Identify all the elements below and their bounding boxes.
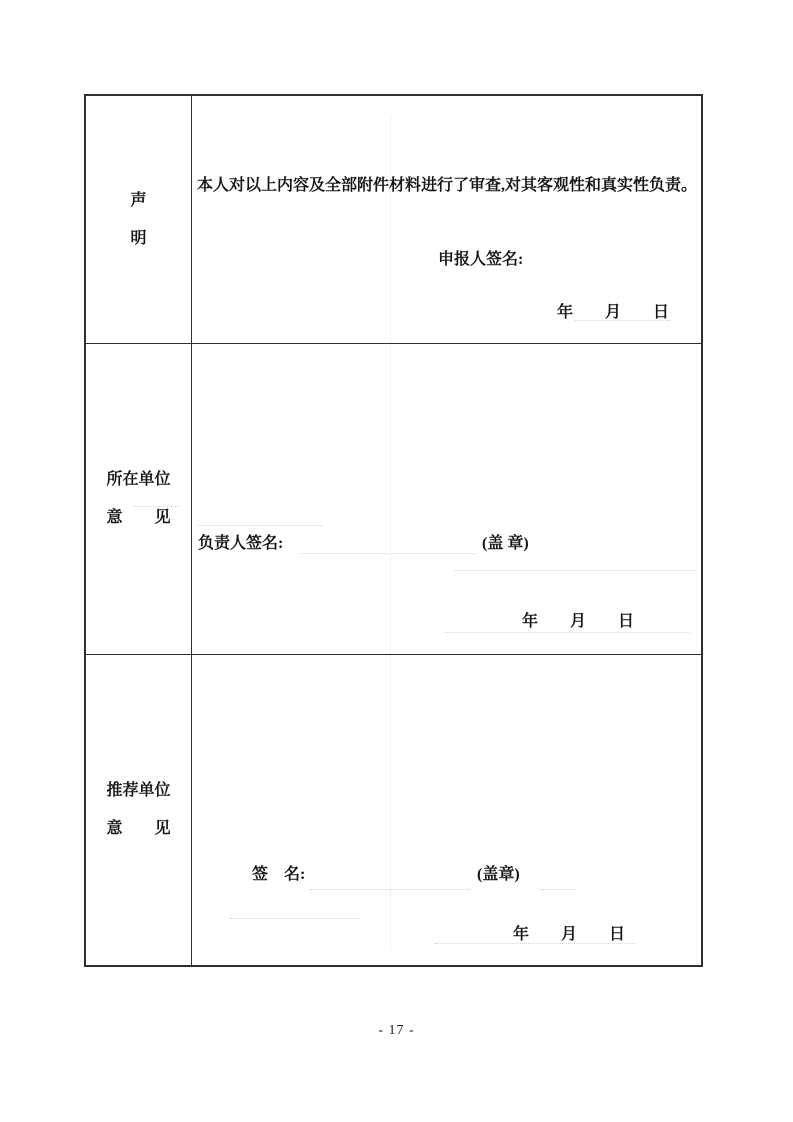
employer-date-line: 年 月 日 bbox=[522, 613, 635, 630]
employer-opinion-label-line1: 所在单位 bbox=[106, 471, 171, 488]
recommender-seal-label: (盖章) bbox=[477, 866, 520, 883]
recommender-opinion-body-cell bbox=[192, 655, 701, 965]
recommender-opinion-label-line1: 推荐单位 bbox=[106, 782, 171, 799]
declaration-body-cell bbox=[192, 96, 701, 344]
declaration-label-line1: 声 bbox=[130, 191, 147, 209]
recommender-opinion-header-cell bbox=[86, 655, 192, 965]
declaration-header-cell bbox=[86, 96, 192, 344]
recommender-date-line: 年 月 日 bbox=[513, 926, 626, 943]
declaration-statement: 本人对以上内容及全部附件材料进行了审查,对其客观性和真实性负责。 bbox=[197, 177, 698, 194]
declaration-label-line2: 明 bbox=[130, 229, 147, 247]
employer-signature-label: 负责人签名: bbox=[198, 535, 284, 552]
employer-opinion-header-cell bbox=[86, 344, 192, 655]
employer-opinion-label-line2: 意 见 bbox=[106, 509, 171, 526]
recommender-opinion-label-line2: 意 见 bbox=[106, 820, 171, 837]
applicant-signature-label: 申报人签名: bbox=[438, 251, 524, 268]
declaration-form-table bbox=[84, 94, 703, 967]
employer-seal-label: (盖 章) bbox=[482, 535, 529, 552]
employer-opinion-body-cell bbox=[192, 344, 701, 655]
declaration-date-line: 年 月 日 bbox=[557, 304, 670, 321]
page-number: - 17 - bbox=[378, 1023, 415, 1038]
recommender-signature-label: 签 名: bbox=[252, 866, 306, 883]
